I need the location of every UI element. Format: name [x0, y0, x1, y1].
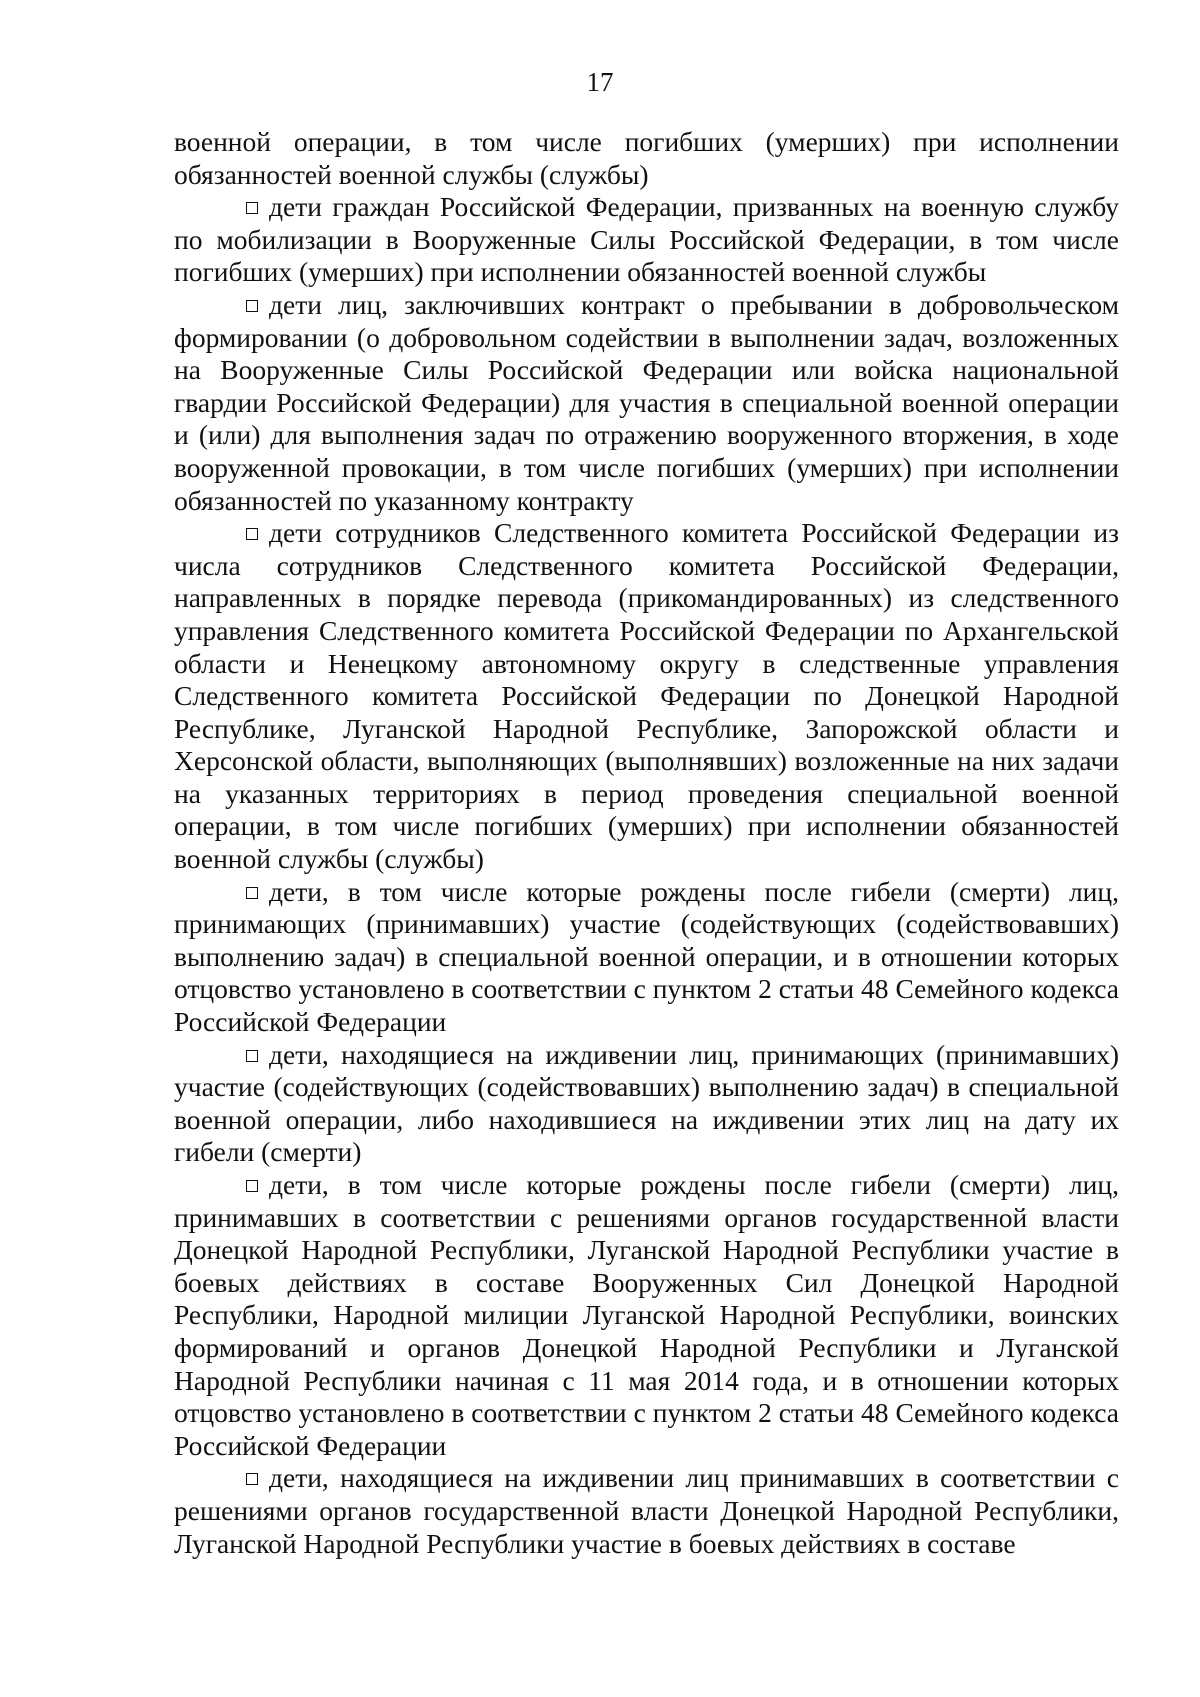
empty-checkbox-icon [246, 887, 258, 899]
empty-checkbox-icon [246, 528, 258, 540]
list-item-text: дети граждан Российской Федерации, призванных на военную службу по мобилизации в Вооруженные Силы Российской Федерации, в том числе погибших (умерших) при исполнении обязанностей военной службы [174, 191, 1119, 288]
list-item [174, 517, 1119, 876]
list-item [174, 1169, 1119, 1462]
document-body [174, 126, 1119, 1560]
page-number: 17 [586, 67, 614, 97]
list-item-text: дети, в том числе которые рождены после гибели (смерти) лиц, принимающих (принимавших) участие (содействующих (содействовавших) выполнению задач) в специальной военной операции, и в отношении которых отцовство установлено в соответствии с пунктом 2 статьи 48 Семейного кодекса Российской Федерации [174, 875, 1119, 1038]
list-item-text: дети лиц, заключивших контракт о пребывании в добровольческом формировании (о добровольном содействии в выполнении задач, возложенных на Вооруженные Силы Российской Федерации или войска национальной гвардии Российской Федерации) для участия в специальной военной операции и (или) для выполнения задач по отражению вооруженного вторжения, в ходе вооруженной провокации, в том числе погибших (умерших) при исполнении обязанностей по указанному контракту [174, 288, 1119, 516]
list-item-text: дети, находящиеся на иждивении лиц, принимающих (принимавших) участие (содействующих (содействовавших) выполнению задач) в специальной военной операции, либо находившиеся на иждивении этих лиц на дату их гибели (смерти) [174, 1038, 1119, 1168]
list-item [174, 289, 1119, 517]
empty-checkbox-icon [246, 1180, 258, 1192]
list-item [174, 876, 1119, 1039]
list-item-text: дети сотрудников Следственного комитета Российской Федерации из числа сотрудников Следственного комитета Российской Федерации, направленных в порядке перевода (прикомандированных) из следственного управления Следственного комитета Российской Федерации по Архангельской области и Ненецкому автономному округу в следственные управления Следственного комитета Российской Федерации по Донецкой Народной Республике, Луганской Народной Республике, Запорожской области и Херсонской области, выполняющих (выполнявших) возложенные на них задачи на указанных территориях в период проведения специальной военной операции, в том числе погибших (умерших) при исполнении обязанностей военной службы (службы) [174, 517, 1119, 875]
empty-checkbox-icon [246, 1050, 258, 1062]
empty-checkbox-icon [246, 1473, 258, 1485]
list-item [174, 1039, 1119, 1169]
list-item [174, 1462, 1119, 1560]
list-item-text: дети, в том числе которые рождены после гибели (смерти) лиц, принимавших в соответствии с решениями органов государственной власти Донецкой Народной Республики, Луганской Народной Республики участие в боевых действиях в составе Вооруженных Сил Донецкой Народной Республики, Народной милиции Луганской Народной Республики, воинских формирований и органов Донецкой Народной Республики и Луганской Народной Республики начиная с 11 мая 2014 года, и в отношении которых отцовство установлено в соответствии с пунктом 2 статьи 48 Семейного кодекса Российской Федерации [174, 1169, 1119, 1461]
empty-checkbox-icon [246, 300, 258, 312]
empty-checkbox-icon [246, 202, 258, 214]
list-item [174, 191, 1119, 289]
list-item-text: дети, находящиеся на иждивении лиц принимавших в соответствии с решениями органов государственной власти Донецкой Народной Республики, Луганской Народной Республики участие в боевых действиях в составе [174, 1462, 1119, 1559]
paragraph-continuation [174, 126, 1119, 191]
paragraph-text: военной операции, в том числе погибших (умерших) при исполнении обязанностей военной службы (службы) [174, 126, 1119, 190]
